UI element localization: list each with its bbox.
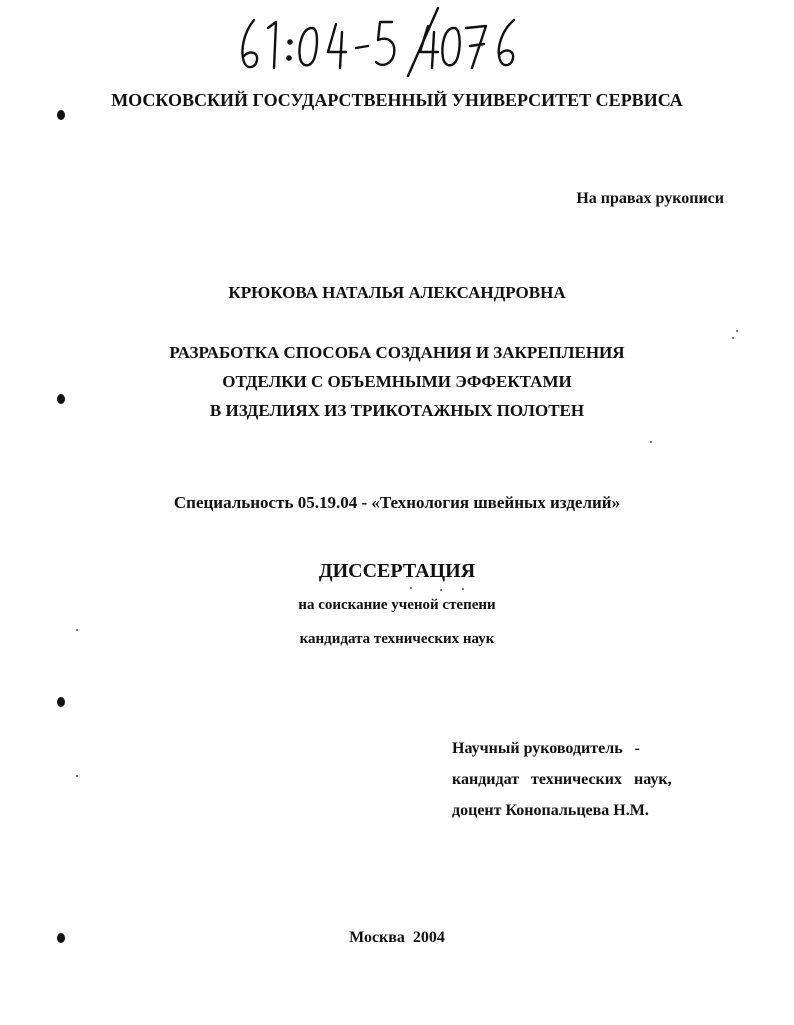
author-name: КРЮКОВА НАТАЛЬЯ АЛЕКСАНДРОВНА — [228, 283, 566, 302]
binder-hole-mark — [57, 697, 65, 707]
city-year: Москва 2004 — [349, 929, 445, 946]
binder-hole-mark — [57, 394, 65, 404]
title-line-1: РАЗРАБОТКА СПОСОБА СОЗДАНИЯ И ЗАКРЕПЛЕНИЯ — [169, 343, 625, 362]
binder-hole-mark — [57, 933, 65, 943]
document-type: ДИССЕРТАЦИЯ — [318, 560, 476, 582]
title-line-3: В ИЗДЕЛИЯХ ИЗ ТРИКОТАЖНЫХ ПОЛОТЕН — [209, 401, 585, 420]
degree-line-2: кандидата технических наук — [299, 631, 495, 647]
supervisor-line-3: доцент Конопальцева Н.М. — [452, 802, 649, 819]
handwritten-archive-number — [232, 6, 532, 78]
scan-speck — [76, 629, 78, 631]
scan-speck — [650, 441, 652, 443]
supervisor-line-2: кандидат технических наук, — [452, 771, 672, 788]
manuscript-rights: На правах рукописи — [576, 190, 724, 207]
title-line-2: ОТДЕЛКИ С ОБЪЕМНЫМИ ЭФФЕКТАМИ — [222, 372, 572, 391]
scan-speck — [410, 587, 412, 589]
supervisor-line-1: Научный руководитель - — [452, 740, 640, 757]
scan-speck — [736, 330, 738, 332]
specialty: Специальность 05.19.04 - «Технология швейных изделий» — [173, 493, 621, 512]
binder-hole-mark — [57, 110, 65, 120]
university-name: МОСКОВСКИЙ ГОСУДАРСТВЕННЫЙ УНИВЕРСИТЕТ СЕРВИСА — [111, 90, 683, 110]
scan-speck — [76, 775, 78, 777]
scan-speck — [732, 337, 734, 339]
scan-speck — [462, 588, 464, 590]
scan-speck — [440, 589, 442, 591]
degree-line-1: на соискание ученой степени — [298, 597, 496, 613]
